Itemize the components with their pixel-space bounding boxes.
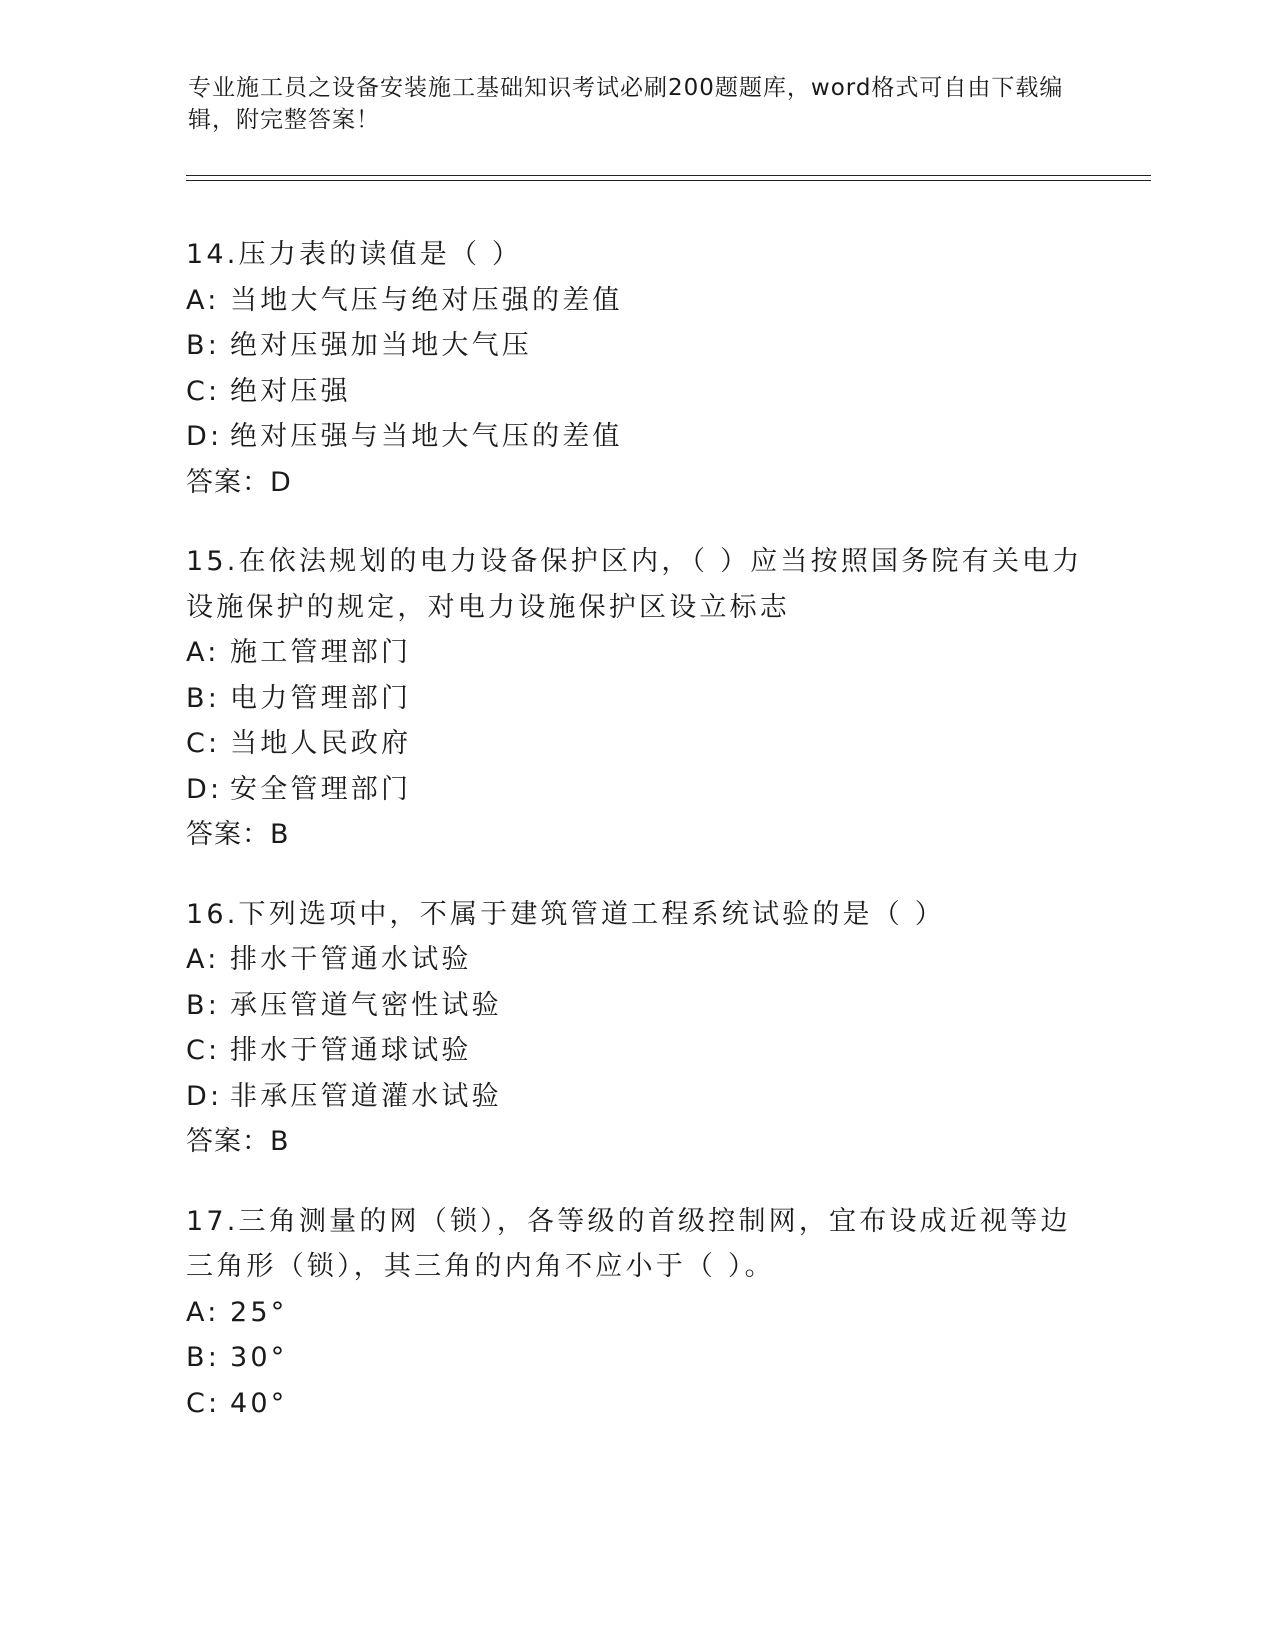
option-text: 25° bbox=[230, 1296, 288, 1328]
option-text: 安全管理部门 bbox=[230, 773, 412, 805]
answer-line: 答案：B bbox=[186, 819, 290, 850]
question-list bbox=[186, 232, 1086, 1460]
header-divider-top bbox=[186, 175, 1151, 176]
option-text: 当地人民政府 bbox=[230, 728, 412, 759]
question-stem: 16.下列选项中，不属于建筑管道工程系统试验的是（ ） bbox=[186, 898, 945, 930]
option-c bbox=[186, 721, 1086, 767]
option-letter: B: bbox=[186, 682, 221, 714]
option-letter: B: bbox=[186, 330, 221, 361]
option-text: 当地大气压与绝对压强的差值 bbox=[230, 284, 623, 316]
option-b bbox=[186, 983, 1086, 1029]
option-d bbox=[186, 1074, 1086, 1120]
option-letter: C: bbox=[186, 375, 221, 407]
option-letter: D: bbox=[186, 773, 223, 805]
option-letter: D: bbox=[186, 1080, 223, 1112]
option-text: 绝对压强与当地大气压的差值 bbox=[230, 421, 623, 452]
answer-line: 答案：B bbox=[186, 1126, 290, 1157]
option-c bbox=[186, 1028, 1086, 1074]
header-divider-bottom bbox=[186, 180, 1151, 181]
answer-line: 答案：D bbox=[186, 466, 292, 498]
question-17 bbox=[186, 1199, 1086, 1427]
option-b bbox=[186, 676, 1086, 722]
option-a bbox=[186, 1290, 1086, 1336]
option-a bbox=[186, 937, 1086, 983]
option-text: 绝对压强 bbox=[230, 375, 351, 407]
option-a bbox=[186, 278, 1086, 324]
option-c bbox=[186, 1381, 1086, 1427]
option-letter: C: bbox=[186, 728, 221, 759]
option-text: 施工管理部门 bbox=[230, 637, 412, 668]
option-a bbox=[186, 630, 1086, 676]
option-text: 30° bbox=[230, 1342, 288, 1373]
option-text: 40° bbox=[230, 1387, 288, 1419]
question-15 bbox=[186, 539, 1086, 858]
option-letter: A: bbox=[186, 1296, 220, 1328]
option-text: 绝对压强加当地大气压 bbox=[230, 330, 532, 361]
option-text: 非承压管道灌水试验 bbox=[230, 1080, 502, 1112]
option-b bbox=[186, 323, 1086, 369]
option-letter: A: bbox=[186, 637, 220, 668]
option-letter: B: bbox=[186, 989, 221, 1021]
question-stem: 17.三角测量的网（锁），各等级的首级控制网，宜布设成近视等边三角形（锁），其三角的内角不应小于（ ）。 bbox=[186, 1205, 1071, 1282]
question-stem: 14.压力表的读值是（ ） bbox=[186, 239, 523, 270]
option-d bbox=[186, 767, 1086, 813]
option-letter: C: bbox=[186, 1387, 221, 1419]
question-stem: 15.在依法规划的电力设备保护区内，（ ）应当按照国务院有关电力设施保护的规定，对电力设施保护区设立标志 bbox=[186, 546, 1083, 623]
option-letter: A: bbox=[186, 944, 220, 975]
option-text: 电力管理部门 bbox=[230, 682, 412, 714]
option-letter: D: bbox=[186, 421, 223, 452]
option-letter: C: bbox=[186, 1035, 221, 1066]
option-c bbox=[186, 369, 1086, 415]
document-header: 专业施工员之设备安装施工基础知识考试必刷200题题库，word格式可自由下载编辑，附完整答案！ bbox=[188, 75, 1064, 133]
option-text: 承压管道气密性试验 bbox=[230, 989, 502, 1021]
option-b bbox=[186, 1335, 1086, 1381]
option-letter: B: bbox=[186, 1342, 221, 1373]
question-14 bbox=[186, 232, 1086, 505]
option-text: 排水干管通水试验 bbox=[230, 944, 472, 975]
question-16 bbox=[186, 892, 1086, 1165]
option-letter: A: bbox=[186, 284, 220, 316]
option-d bbox=[186, 414, 1086, 460]
option-text: 排水于管通球试验 bbox=[230, 1035, 472, 1066]
